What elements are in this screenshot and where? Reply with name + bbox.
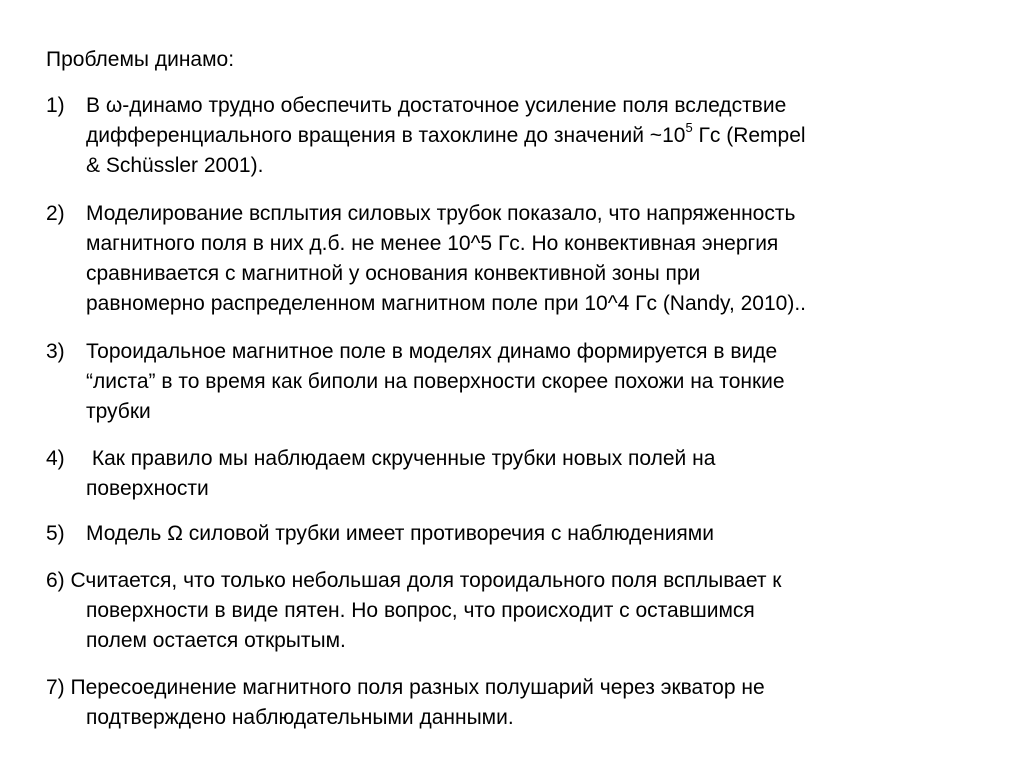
list-item-4 bbox=[46, 444, 986, 504]
item-number: 4) bbox=[46, 447, 65, 470]
line-text: Гс (Rempel bbox=[692, 124, 806, 147]
item-line: полем остается открытым. bbox=[86, 629, 346, 652]
item-number: 2) bbox=[46, 202, 65, 225]
item-line: В ω-динамо трудно обеспечить достаточное усиление поля вследствие bbox=[86, 94, 787, 117]
item-text bbox=[46, 673, 986, 733]
item-text bbox=[86, 444, 986, 504]
item-number: 5) bbox=[46, 522, 65, 545]
item-line: поверхности в виде пятен. Но вопрос, что происходит с оставшимся bbox=[86, 599, 755, 622]
item-line: Тороидальное магнитное поле в моделях динамо формируется в виде bbox=[86, 340, 778, 363]
item-text bbox=[86, 91, 986, 181]
item-line: 6) Считается, что только небольшая доля тороидального поля всплывает к bbox=[46, 569, 782, 592]
item-line: Моделирование всплытия силовых трубок показало, что напряженность bbox=[86, 202, 796, 225]
item-text bbox=[86, 519, 986, 549]
item-line: “листа” в то время как биполи на поверхности скорее похожи на тонкие bbox=[86, 370, 785, 393]
list-item-6 bbox=[46, 566, 986, 656]
item-line: подтверждено наблюдательными данными. bbox=[86, 706, 514, 729]
item-line: сравнивается с магнитной у основания конвективной зоны при bbox=[86, 262, 701, 285]
list-item-1 bbox=[46, 91, 986, 181]
item-line: Модель Ω силовой трубки имеет противоречия с наблюдениями bbox=[86, 522, 714, 545]
line-text: дифференциального вращения в тахоклине до значений ~10 bbox=[86, 124, 686, 147]
item-line: & Schüssler 2001). bbox=[86, 154, 264, 177]
superscript: 5 bbox=[685, 120, 693, 135]
list-item-2 bbox=[46, 199, 986, 319]
list-item-3 bbox=[46, 337, 986, 427]
item-line: магнитного поля в них д.б. не менее 10^5 Гс. Но конвективная энергия bbox=[86, 232, 779, 255]
item-line: трубки bbox=[86, 400, 151, 423]
item-text bbox=[86, 337, 986, 427]
item-line: Как правило мы наблюдаем скрученные трубки новых полей на bbox=[86, 447, 716, 470]
item-line: равномерно распределенном магнитном поле при 10^4 Гс (Nandy, 2010).. bbox=[86, 292, 806, 315]
item-line bbox=[86, 121, 986, 151]
item-number: 3) bbox=[46, 340, 65, 363]
list-item-7 bbox=[46, 673, 986, 733]
item-line: поверхности bbox=[86, 477, 209, 500]
list-item-5 bbox=[46, 519, 986, 549]
item-text bbox=[46, 566, 986, 656]
slide-heading: Проблемы динамо: bbox=[46, 48, 235, 71]
item-number: 1) bbox=[46, 94, 65, 117]
item-text bbox=[86, 199, 986, 319]
item-line: 7) Пересоединение магнитного поля разных полушарий через экватор не bbox=[46, 676, 765, 699]
